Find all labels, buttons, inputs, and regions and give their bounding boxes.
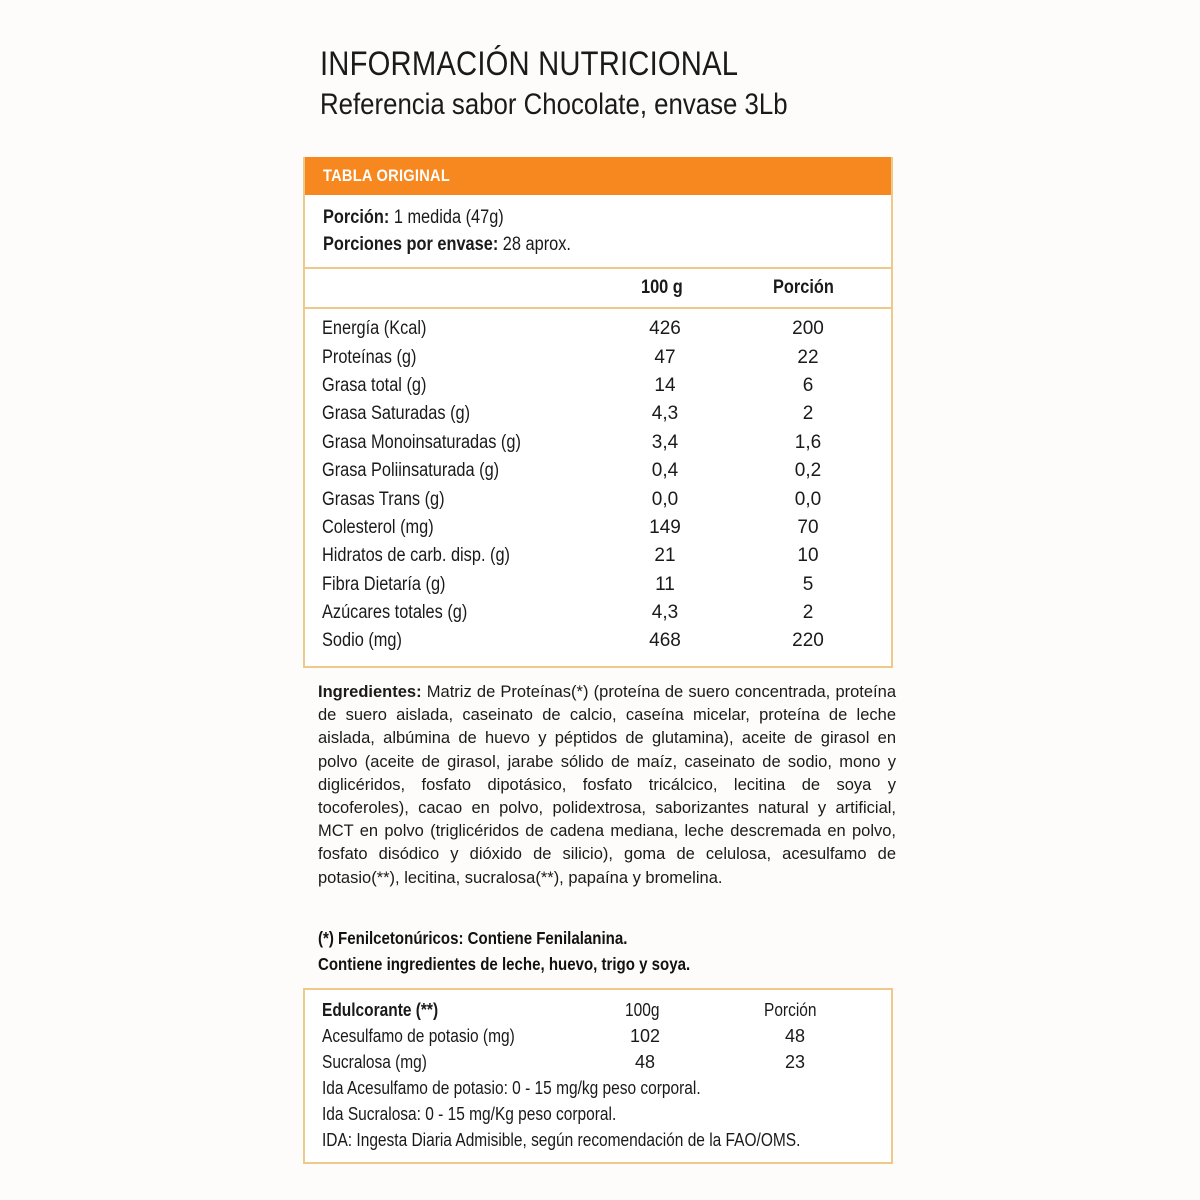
ingredients-label: Ingredientes: [318,683,422,701]
sweetener-label: Sucralosa (mg) [322,1051,427,1072]
nutrient-value-portion: 0,2 [794,460,822,482]
sweetener-table [303,988,893,1164]
nutrient-value-portion: 6 [802,374,814,396]
sweetener-rows [305,1023,891,1075]
column-header-row [305,269,891,309]
ingredients-paragraph [318,681,896,890]
nutrient-label: Hidratos de carb. disp. (g) [322,545,510,567]
nutrient-label: Proteínas (g) [322,346,417,368]
sweetener-label: Acesulfamo de potasio (mg) [322,1025,515,1046]
sweetener-row [305,1023,891,1049]
nutrient-value-100g: 11 [655,573,675,595]
nutrient-value-100g: 21 [654,545,676,567]
nutrient-label: Grasas Trans (g) [322,488,445,510]
nutrient-value-portion: 22 [797,346,819,368]
table-row [305,343,891,371]
sweetener-note: IDA: Ingesta Diaria Admisible, según recomendación de la FAO/OMS. [322,1130,801,1150]
nutrient-label: Grasa Poliinsaturada (g) [322,460,500,482]
table-row [305,542,891,570]
nutrient-value-portion: 2 [802,602,814,624]
sweetener-value-portion: 23 [784,1051,806,1072]
table-original-label: TABLA ORIGINAL [323,166,451,185]
sweetener-note: Ida Sucralosa: 0 - 15 mg/Kg peso corporal. [322,1104,617,1124]
sweetener-row [305,1049,891,1075]
nutrient-value-100g: 0,0 [651,488,679,510]
nutrient-label: Grasa Saturadas (g) [322,403,471,425]
table-row [305,627,891,655]
nutrient-value-portion: 220 [792,630,824,652]
column-header-100g: 100 g [640,277,683,298]
nutrient-value-portion: 2 [802,403,814,425]
nutrient-label: Azúcares totales (g) [322,602,468,624]
nutrient-value-portion: 70 [797,516,819,538]
page-title: INFORMACIÓN NUTRICIONAL [320,45,739,83]
sweetener-note: Ida Acesulfamo de potasio: 0 - 15 mg/kg peso corporal. [322,1078,701,1098]
nutrient-value-portion: 200 [792,318,824,340]
nutrient-label: Fibra Dietaría (g) [322,573,446,595]
page-subtitle: Referencia sabor Chocolate, envase 3Lb [320,88,788,121]
sweetener-notes [305,1075,891,1153]
nutrient-value-100g: 468 [649,630,681,652]
nutrient-value-portion: 10 [797,545,819,567]
servings-value: 28 aprox. [502,234,571,255]
nutrient-value-100g: 0,4 [651,460,679,482]
sweetener-header-100g: 100g [624,999,660,1020]
portion-line [323,204,873,231]
title-block [320,44,920,124]
table-original-band [305,157,891,195]
sweetener-header-name: Edulcorante (**) [322,999,439,1020]
serving-info [305,195,891,269]
table-row [305,571,891,599]
nutrient-label: Colesterol (mg) [322,516,434,538]
servings-label: Porciones por envase: [323,234,499,255]
nutrient-rows [305,309,891,666]
sweetener-header-row [305,997,891,1023]
column-header-portion: Porción [772,277,834,298]
allergen-contains-warning: Contiene ingredientes de leche, huevo, trigo y soya. [318,954,691,974]
phenylketonurics-warning: (*) Fenilcetonúricos: Contiene Fenilalanina. [318,928,628,948]
nutrient-value-100g: 4,3 [651,602,679,624]
nutrient-value-100g: 14 [654,374,676,396]
sweetener-value-100g: 48 [634,1051,656,1072]
nutrient-value-portion: 0,0 [794,488,822,510]
nutrient-label: Grasa Monoinsaturadas (g) [322,431,521,453]
table-row [305,315,891,343]
sweetener-header-portion: Porción [764,999,817,1020]
table-row [305,457,891,485]
nutrition-table [303,157,893,668]
table-row [305,599,891,627]
sweetener-value-100g: 102 [629,1025,661,1046]
nutrient-value-100g: 3,4 [651,431,679,453]
nutrient-value-100g: 4,3 [651,403,679,425]
table-row [305,514,891,542]
nutrient-value-portion: 5 [802,573,814,595]
nutrient-value-100g: 47 [654,346,676,368]
portion-value: 1 medida (47g) [393,207,504,228]
nutrient-label: Sodio (mg) [322,630,402,652]
nutrient-label: Energía (Kcal) [322,318,427,340]
nutrient-value-100g: 426 [649,318,681,340]
table-row [305,429,891,457]
table-row [305,400,891,428]
table-row [305,485,891,513]
nutrient-value-portion: 1,6 [794,431,822,453]
allergen-statements [318,925,896,977]
servings-line [323,231,873,258]
sweetener-value-portion: 48 [784,1025,806,1046]
table-row [305,372,891,400]
ingredients-text: Matriz de Proteínas(*) (proteína de suero concentrada, proteína de suero aislada, caseinato de calcio, caseína micelar, proteína de leche aislada, albúmina de huevo y péptidos de glutamina), aceite de girasol en polvo (aceite de girasol, jarabe sólido de maíz, caseinato de sodio, mono y diglicéridos, fosfato dipotásico, fosfato tricálcico, lecitina de soya y tocoferoles), cacao en polvo, polidextrosa, saborizantes natural y artificial, MCT en polvo (triglicéridos de cadena mediana, leche descremada en polvo, fosfato disódico y dióxido de silicio), goma de celulosa, acesulfamo de potasio(**), lecitina, sucralosa(**), papaína y bromelina. [318,683,896,887]
portion-label: Porción: [323,207,390,228]
nutrient-value-100g: 149 [649,516,681,538]
nutrient-label: Grasa total (g) [322,374,427,396]
